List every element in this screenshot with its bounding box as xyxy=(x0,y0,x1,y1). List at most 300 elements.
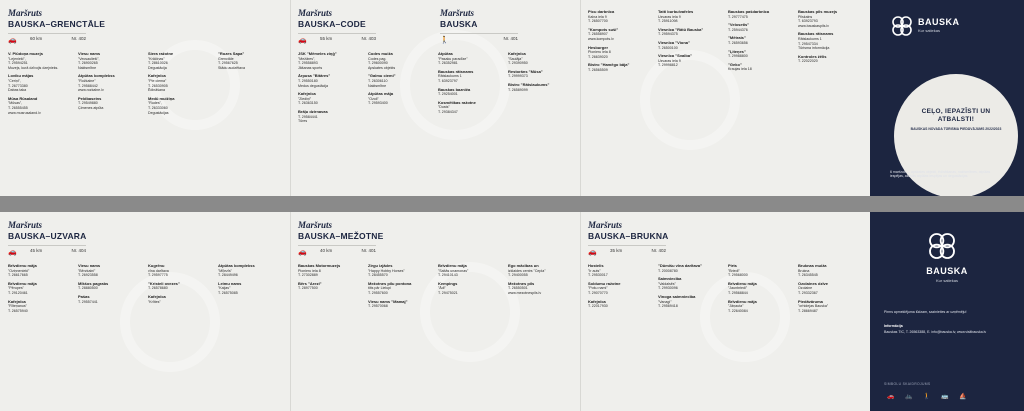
listing-line: Stādu audzētava xyxy=(218,65,245,70)
listing-line: "Mūsas", xyxy=(8,101,23,106)
listing-title: Vīnoga saimniecība xyxy=(658,293,696,299)
listing-line: "Saulāja" xyxy=(508,56,523,61)
listing-line: "Lejenieki", xyxy=(8,56,26,61)
listing-column xyxy=(298,264,364,295)
listing-title: Kontroles žēlis xyxy=(798,53,827,59)
listing-column xyxy=(438,264,504,300)
listing-title: Hesburger xyxy=(588,44,609,50)
listing-column xyxy=(8,264,74,317)
listing-title: Kafejnīca xyxy=(148,293,166,299)
listing-title: Mīkšos pagrabs xyxy=(78,280,109,286)
listing-title: Kafejnīca xyxy=(298,91,316,97)
listing-title: Brīvdienu māja xyxy=(728,280,757,286)
listing-title: Leimu nams xyxy=(218,280,242,286)
listing-title: Codes muiža xyxy=(368,51,393,56)
route-label: Maršruts xyxy=(8,220,43,230)
listing-line: Pionieru iela 8 xyxy=(588,50,611,55)
listing-line: Uzvaras iela 9 xyxy=(658,14,681,19)
listing-line: T. 26617665 xyxy=(8,273,28,278)
listing-line: "Briedi" xyxy=(728,268,740,273)
route-head-bauska xyxy=(440,8,478,29)
listing-line: izklaides centrs "Cepla" xyxy=(508,268,546,273)
visit-note: Pirms apmeklējuma lūdzam, sazinieties ar uzņēmēju! xyxy=(884,310,967,314)
listing-title: Ozolaines dzīve xyxy=(798,280,829,286)
listing-title: Pirts xyxy=(728,263,737,268)
listing-line: "Jāņauta" xyxy=(728,304,744,309)
listing-line: "Rudes", xyxy=(148,101,162,106)
listing-line: T. 29557441 xyxy=(78,299,98,304)
logo-knot-icon xyxy=(926,230,958,262)
listing-line: Ozolaine xyxy=(798,286,813,291)
listing-title: Ego mācības un xyxy=(508,263,539,268)
listing-title: Soldumu ražotne xyxy=(588,280,621,286)
listing-column xyxy=(298,52,364,128)
listing-line: T. 26550501 xyxy=(508,286,528,291)
listing-line: Rātslaukums 1 xyxy=(438,74,462,79)
listing-title: Bauskas Motormuzejs xyxy=(298,263,341,268)
listing-line: "Kaijas" xyxy=(218,286,231,291)
listing-line: T. 26363150 xyxy=(298,101,318,106)
route-code: Nr. 402 xyxy=(651,248,666,253)
listing-line: T. 29568000 xyxy=(728,273,748,278)
route-panel-bauska xyxy=(580,0,870,196)
listing-line: T. 26593656 xyxy=(728,40,748,45)
listing-title: Tatti burbulvafeles xyxy=(658,9,694,14)
listing-title: Brīvdienu māja xyxy=(8,280,37,286)
brand-tagline: Kur satiekas xyxy=(935,278,958,283)
listing-line: Apskates objekts xyxy=(368,65,396,70)
listing-column xyxy=(368,52,434,110)
listing-line: www.bauskaspils.lv xyxy=(798,23,829,28)
listing-line: T. 29558893 xyxy=(298,61,318,66)
listing-column xyxy=(508,52,574,96)
listing-line: T. 29400055 xyxy=(508,273,528,278)
listing-title: Atpūtas māja xyxy=(368,91,394,97)
listing-title: Brīvdienu māja xyxy=(438,263,467,268)
listing-line: T. 22640084 xyxy=(728,308,748,313)
listing-line: T. 28610026 xyxy=(148,61,168,66)
route-title: BAUSKA–BRUKNA xyxy=(588,231,669,241)
listing-column xyxy=(588,10,654,77)
listing-column xyxy=(508,264,574,300)
listing-line: T. 29930096 xyxy=(658,286,678,291)
symbols-row xyxy=(884,390,1014,404)
listing-line: Naktsmītne xyxy=(368,83,387,88)
walk-icon: 🚶 xyxy=(923,393,931,400)
listing-line: T. 29530017 xyxy=(588,273,608,278)
walk-icon: 🚶 xyxy=(440,37,449,44)
slogan-subtext: BAUSKAS NOVADA TŪRISMA PIEDĀVĀJUMS 2022/2023 xyxy=(910,127,1002,131)
listing-title: Piedāvāruma xyxy=(798,298,823,304)
listing-line: Ēdināšana xyxy=(148,88,165,93)
listing-column xyxy=(148,264,214,308)
listing-line: T. 20008780 xyxy=(658,268,678,273)
listing-line: T. 26900265 xyxy=(78,61,98,66)
bicycle-icon: 🚲 xyxy=(905,393,913,400)
listing-column xyxy=(728,10,794,76)
listing-title: Picu darbnīca xyxy=(588,9,615,14)
listing-line: Pionieru iela 8 xyxy=(298,268,321,273)
listing-title: Kafejnīca xyxy=(508,51,526,56)
route-distance: 60 km xyxy=(30,36,43,41)
listing-line: Naktsmītne xyxy=(78,65,97,70)
listing-line: T. 29384347 xyxy=(438,109,458,114)
listing-line: T. 29547334 xyxy=(798,41,818,46)
listing-column xyxy=(798,264,864,317)
listing-line: www.kompots.lv xyxy=(588,36,614,41)
contacts-title: Informācija xyxy=(884,324,903,328)
listing-line: T. 28669487 xyxy=(798,308,818,313)
listing-title: Kafejnīca xyxy=(148,73,166,79)
listing-line: Dabas taka xyxy=(8,88,27,93)
listing-line: "Pošu nami" xyxy=(588,286,608,291)
listing-line: "orhidejas Bauska" xyxy=(798,304,829,309)
listing-line: Rātslaukums 1 xyxy=(798,36,822,41)
listing-column xyxy=(728,264,794,317)
listing-line: Degustācija xyxy=(148,65,167,70)
listing-line: T. 29593400 xyxy=(368,101,388,106)
listing-line: T. 26352981 xyxy=(438,61,458,66)
listing-title: Viesnīca "Rātū Bauska" xyxy=(658,26,704,32)
car-icon: 🚗 xyxy=(298,37,307,44)
listing-title: Viesu nams xyxy=(78,51,101,56)
listing-line: "Ozoli" xyxy=(368,96,379,101)
listing-line: T. 26773380 xyxy=(8,83,28,88)
listing-line: T. 29570068 xyxy=(368,304,388,309)
listing-title: Kafejnīca xyxy=(588,298,606,304)
listing-line: T. 29584441 xyxy=(298,114,318,119)
listing-title: Viesnīca "Svalba" xyxy=(658,53,692,59)
listing-line: T. 26306110 xyxy=(368,78,388,83)
listing-line: T. 28455570 xyxy=(368,273,388,278)
listing-line: T. 26923558 xyxy=(78,273,98,278)
listing-line: "Ir auts" xyxy=(588,268,601,273)
listing-line: Uzvaras iela 9 xyxy=(658,58,681,63)
listing-line: T. 29569418 xyxy=(658,304,678,309)
listing-title: Bauskas rātsnams xyxy=(798,31,834,37)
listing-title: Pašas xyxy=(78,293,90,299)
listing-line: Degustācijas xyxy=(148,110,169,115)
listing-line: T. 28977500 xyxy=(298,286,318,291)
listing-title: Brāļu dzirnavas xyxy=(298,108,328,114)
listing-line: "Vanagi" xyxy=(658,299,672,304)
route-distance: 35 km xyxy=(610,248,623,253)
listing-title: Restorāns "Mūsa" xyxy=(508,68,543,74)
route-meta xyxy=(8,33,86,44)
listing-title: Mežotnes pils xyxy=(508,280,535,286)
route-panel-code xyxy=(290,0,580,196)
route-title: BAUSKA–GRENCTĀLE xyxy=(8,19,106,29)
listing-line: T. 29567625 xyxy=(218,61,238,66)
listing-line: T. 29557600 xyxy=(368,290,388,295)
listing-title: Hostelis xyxy=(588,263,604,268)
listing-title: Mūsa Rūsaland xyxy=(8,95,38,101)
route-label: Maršruts xyxy=(588,220,623,230)
listing-line: "Ziediņi" xyxy=(298,96,312,101)
listing-title: Bistro "Hamēgo bāja" xyxy=(588,62,630,68)
listing-line: T. 26500100 xyxy=(658,45,678,50)
route-distance: 45 km xyxy=(30,248,43,253)
listing-line: Brukna xyxy=(798,268,810,273)
listing-line: T. 29254001 xyxy=(438,92,458,97)
bauska-logo xyxy=(914,230,994,256)
listing-line: "Pie ciema" xyxy=(148,78,167,83)
car-icon: 🚗 xyxy=(887,393,895,400)
listing-line: "Oziņnenieki" xyxy=(8,268,30,273)
listing-line: T. 29550180 xyxy=(298,78,318,83)
listing-title: Ārpusa "Bitāres" xyxy=(298,73,331,79)
route-code: Nr. 401 xyxy=(503,36,518,41)
listing-column xyxy=(8,52,74,119)
listing-column xyxy=(658,10,724,72)
listing-title: "Velosetis" xyxy=(728,22,750,28)
listing-line: www.musrusaland.lv xyxy=(8,110,41,115)
listing-line: Kraujas iela 18 xyxy=(728,67,752,72)
route-label: Maršruts xyxy=(440,8,475,18)
symbols-label: SIMBOLU SKAIDROJUMS xyxy=(884,382,931,386)
listing-title: Viesu nams xyxy=(78,263,101,268)
route-title: BAUSKA–MEŽOTNE xyxy=(298,231,384,241)
listing-title: Medū muižiņa xyxy=(148,95,175,101)
listing-line: T. 26333060 xyxy=(148,105,168,110)
sheet-gap xyxy=(0,196,1024,212)
listing-line: T. 29999373 xyxy=(508,74,528,79)
listing-line: "Krāčiņas" xyxy=(148,56,165,61)
listing-line: T. 22022020 xyxy=(798,59,818,64)
listing-line: T. 28449496 xyxy=(218,273,238,278)
listing-title: "Dūmišu vīna darītava" xyxy=(658,263,703,268)
listing-line: T. 26575085 xyxy=(218,290,238,295)
listing-line: "Dusts" xyxy=(438,105,450,110)
listing-line: "Mežāres", xyxy=(298,56,316,61)
route-title: BAUSKA–UZVARA xyxy=(8,231,87,241)
listing-title: Bauskas pils muzejs xyxy=(798,9,838,14)
listing-line: T. 63923797 xyxy=(438,78,458,83)
listing-line: T. 26578680 xyxy=(148,286,168,291)
listing-title: Saimniecība xyxy=(658,276,682,282)
route-label: Maršruts xyxy=(298,8,333,18)
listing-line: "Ādi" xyxy=(438,286,446,291)
listing-line: T. 26507700 xyxy=(588,19,608,24)
listing-title: Atpūtas xyxy=(438,51,453,56)
listing-line: Tūrisma informācija xyxy=(798,46,830,51)
listing-line: "Vecsaulieši", xyxy=(78,56,100,61)
listing-title: "Kristeli ovezes" xyxy=(148,280,180,286)
route-meta xyxy=(298,245,376,256)
listing-line: T. 27302889 xyxy=(298,273,318,278)
listing-line: tilts pār Lielupi xyxy=(368,286,391,291)
listing-line: T. 29332367 xyxy=(798,290,818,295)
route-code: Nr. 402 xyxy=(71,36,86,41)
route-meta xyxy=(440,33,518,44)
boat-icon: ⛵ xyxy=(959,393,967,400)
listing-line: Grenctāle xyxy=(218,56,234,61)
listing-line: "Bērzkalni" xyxy=(78,268,96,273)
listing-title: V. Plūdoņa muzejs xyxy=(8,51,43,56)
route-meta xyxy=(588,245,666,256)
listing-line: www.mezotnespils.lv xyxy=(508,290,542,295)
listing-line: "Pasaku paradīze" xyxy=(438,56,468,61)
intro-note: 6 maršruti — apskates objekti, ēdināšanas, naktsmītnes, atpūtas iespējas, aktīvās atpūtas iespējas un degustācijas. xyxy=(890,170,991,179)
logo-knot-icon xyxy=(890,14,914,38)
route-distance: 55 km xyxy=(320,36,333,41)
listing-line: T. 28880500 xyxy=(78,286,98,291)
listing-line: T. 29120461 xyxy=(8,290,28,295)
listing-line: T. 29549880 xyxy=(78,101,98,106)
listing-line: "Valdalsēs" xyxy=(658,281,676,286)
listing-title: Bistro "Rātslaukums" xyxy=(508,81,550,87)
listing-line: T. 26555455 xyxy=(8,105,28,110)
listing-title: Bruknas muiža xyxy=(798,263,827,268)
listing-line: T. 29998812 xyxy=(658,63,678,68)
listing-title: Bauskas pašdarbnīca xyxy=(728,9,770,14)
listing-title: Bauskas rātsnams xyxy=(438,68,474,74)
listing-line: T. 26639020 xyxy=(588,54,608,59)
listing-column xyxy=(368,264,434,313)
listing-title: Viesu nams "Mamaj" xyxy=(368,298,408,304)
listing-title: Siera ražotne xyxy=(148,51,174,56)
listing-title: "Geko" xyxy=(728,61,742,67)
listing-line: T. 29568844 xyxy=(728,290,748,295)
listing-line: T. 29410143 xyxy=(438,273,458,278)
bus-icon: 🚌 xyxy=(941,393,949,400)
listing-line: T. 26575940 xyxy=(8,308,28,313)
route-panel-uzvara xyxy=(0,212,290,411)
listing-title: Zirgu izjādes xyxy=(368,263,393,268)
listing-title: Viesnīca "Viona" xyxy=(658,39,690,45)
listing-line: "Pērupes" xyxy=(8,286,24,291)
car-icon: 🚗 xyxy=(588,249,597,256)
bauska-logo xyxy=(890,14,1010,40)
listing-column xyxy=(658,264,724,313)
route-code: Nr. 404 xyxy=(71,248,86,253)
car-icon: 🚗 xyxy=(8,249,17,256)
route-code: Nr. 403 xyxy=(361,36,376,41)
listing-line: Ģimenes atpūta xyxy=(78,105,104,110)
listing-title: "Rozes Sapa" xyxy=(218,51,245,56)
listing-line: Jāšanas sports xyxy=(298,65,323,70)
listing-title: Brīvdienu māja xyxy=(8,263,37,268)
listing-line: T. 29597775 xyxy=(148,273,168,278)
listing-line: T. 26589099 xyxy=(508,87,528,92)
route-meta xyxy=(298,33,376,44)
listing-line: T. 26345545 xyxy=(798,273,818,278)
route-panel-brukna xyxy=(580,212,870,411)
route-code: Nr. 401 xyxy=(361,248,376,253)
listing-line: Muzejs, kurā dzīvojis dzejnieks. xyxy=(8,65,59,70)
listing-line: T. 29070770 xyxy=(588,290,608,295)
listing-title: Peldbaseins xyxy=(78,95,102,101)
listing-title: Atpūtas komplekss xyxy=(218,263,255,268)
route-label: Maršruts xyxy=(298,220,333,230)
listing-line: T. 22017930 xyxy=(588,304,608,309)
route-label: Maršruts xyxy=(8,8,43,18)
listing-line: "Ceriņi", xyxy=(8,78,21,83)
listing-title: Kosmētikas ražotne xyxy=(438,99,476,105)
listing-line: "Rīteņanus" xyxy=(8,304,27,309)
brand-info-panel xyxy=(870,212,1024,411)
listing-line: "Happy Hobby Horses" xyxy=(368,268,405,273)
listing-line: "Jaunbriedi" xyxy=(728,286,748,291)
route-title: BAUSKA–CODE xyxy=(298,19,366,29)
listing-line: T. 25911098 xyxy=(658,19,678,24)
listing-line: T. 29594251 xyxy=(8,61,28,66)
listing-line: T. 26558907 xyxy=(588,32,608,37)
listing-line: T. 29390950 xyxy=(508,61,528,66)
car-icon: 🚗 xyxy=(298,249,307,256)
listing-title: "Kompots suši" xyxy=(588,26,619,32)
brand-name: BAUSKA xyxy=(926,266,968,276)
brand-name: BAUSKA xyxy=(918,17,960,27)
listing-title: "Ļiteņes" xyxy=(728,48,746,54)
listing-line: Tūres xyxy=(298,119,308,124)
slogan-block xyxy=(906,108,1006,131)
brand-cover-panel xyxy=(870,0,1024,196)
listing-title: Loviku mājas xyxy=(8,73,34,79)
listing-line: "Mīļezīs" xyxy=(218,268,232,273)
route-panel-mezotne xyxy=(290,212,580,411)
route-distance: 40 km xyxy=(320,248,333,253)
listing-title: Bērs "Arezi" xyxy=(298,280,322,286)
listing-line: T. 26530905 xyxy=(148,83,168,88)
listing-column xyxy=(798,10,864,68)
listing-title: "Mētrais" xyxy=(728,35,746,41)
listing-title: Kafejnīca xyxy=(8,298,26,304)
car-icon: 🚗 xyxy=(8,37,17,44)
listing-line: "Rožkalne" xyxy=(78,78,96,83)
listing-title: Bauskas bazniča xyxy=(438,86,471,92)
listing-line: "Krīties" xyxy=(148,299,161,304)
listing-line: T. 63923793 xyxy=(798,19,818,24)
route-title: BAUSKA xyxy=(440,19,478,29)
listing-line: T. 26565509 xyxy=(588,67,608,72)
listing-title: JSK "Mēmeles ziņģ" xyxy=(298,51,337,56)
listing-line: T. 29594375 xyxy=(658,32,678,37)
listing-line: vīna darītava xyxy=(148,268,169,273)
listing-column xyxy=(78,52,144,115)
listing-column xyxy=(218,264,284,300)
contacts-text: Bauskas TIC, T. 26563388, E. info@bauska.lv, www.visitbauska.lv xyxy=(884,330,987,334)
listing-column xyxy=(588,264,654,313)
listing-title: Kempings xyxy=(438,280,458,286)
route-meta xyxy=(8,245,86,256)
brand-tagline: Kur satiekas xyxy=(918,28,941,33)
route-panel-grenctale xyxy=(0,0,290,196)
listing-line: T. 29600090 xyxy=(368,61,388,66)
listing-column xyxy=(78,264,144,308)
listing-column xyxy=(218,52,284,74)
listing-title: Kugrēnu xyxy=(148,263,165,268)
listing-title: Brīvdienu māja xyxy=(728,298,757,304)
listing-line: Kalna iela 9 xyxy=(588,14,607,19)
listing-line: Medus degustācija xyxy=(298,83,328,88)
listing-line: Codes pag. xyxy=(368,56,387,61)
slogan-text: CEĻO, IEPAZĪSTI UN ATBALSTI! xyxy=(921,108,991,123)
listing-line: "Saltās unamonas" xyxy=(438,268,469,273)
listing-line: Pilskalns xyxy=(798,14,813,19)
listing-line: T. 29475021 xyxy=(438,290,458,295)
listing-title: Mežotnes pilu pontona xyxy=(368,280,412,286)
listing-title: Atpūtas komplekss xyxy=(78,73,115,79)
listing-title: "Galmu ciemi" xyxy=(368,73,396,79)
listing-line: www.rozkalne.lv xyxy=(78,88,104,93)
listing-line: T. 29988800 xyxy=(728,54,748,59)
listing-column xyxy=(148,52,214,119)
listing-line: T. 25944376 xyxy=(728,27,748,32)
listing-line: T. 29777475 xyxy=(728,14,748,19)
listing-line: T. 29588442 xyxy=(78,83,98,88)
listing-column xyxy=(438,52,504,119)
